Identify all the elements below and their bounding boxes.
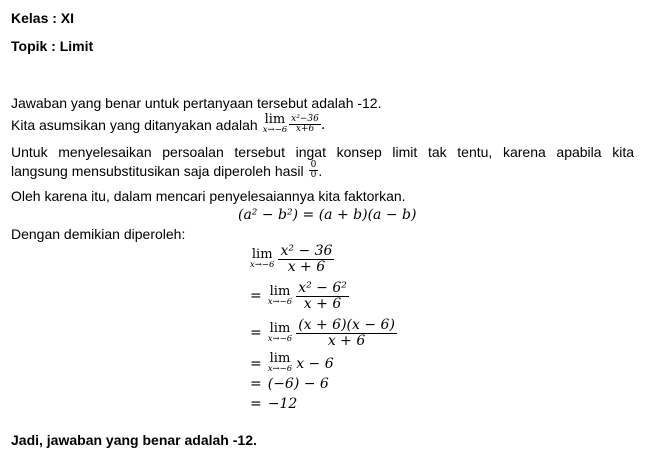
- derivation-intro: Dengan demikian diperoleh:: [11, 226, 186, 242]
- question-limit: lim x→−6 $\frac{\text{x²−36}}{x+6}$ .: [262, 112, 326, 135]
- substitution-text: langsung mensubstitusikan saja diperoleh hasil: [11, 162, 304, 179]
- assumption-text: Kita asumsikan yang ditanyakan adalah: [11, 116, 258, 133]
- topic-label: Topik : Limit: [11, 38, 94, 54]
- step-1: lim x→−6 $\frac{\text{x² − 36}}{x + 6}$: [250, 243, 333, 275]
- lim-operator: lim x→−6: [267, 320, 293, 344]
- lim-operator: lim x→−6: [250, 246, 275, 270]
- conclusion: Jadi, jawaban yang benar adalah -12.: [11, 432, 257, 448]
- step-4: = lim x→−6 x − 6: [250, 351, 334, 374]
- step-5: = (−6) − 6: [250, 376, 329, 392]
- difference-of-squares: (a² − b²) = (a + b)(a − b): [238, 207, 417, 223]
- lim-operator: lim x→−6: [267, 283, 293, 307]
- factor-note: Oleh karena itu, dalam mencari penyelesaiannya kita faktorkan.: [11, 188, 406, 204]
- class-label: Kelas : XI: [11, 10, 75, 26]
- step-2: = lim x→−6 $\frac{\text{x² − 6²}}{x + 6}$: [250, 280, 347, 312]
- answer-statement: Jawaban yang benar untuk pertanyaan tersebut adalah -12.: [11, 95, 382, 111]
- step-6: = −12: [250, 396, 298, 412]
- question-assumption: [11, 114, 325, 135]
- question-fraction: $\frac{\text{x²−36}}{x+6}$: [291, 113, 319, 134]
- zero-over-zero: $\frac{0}{0}$: [310, 160, 317, 181]
- lim-operator: lim x→−6: [262, 112, 288, 135]
- lim-operator: lim x→−6: [267, 351, 293, 374]
- substitution-line: langsung mensubstitusikan saja diperoleh hasil $\frac{0}{0}$ .: [11, 160, 323, 181]
- step-3: = lim x→−6 $\frac{(x + 6)(x - 6)}{x + 6}$: [250, 317, 395, 349]
- indeterminate-note: Untuk menyelesaikan persoalan tersebut ingat konsep limit tak tentu, karena apabila kita: [11, 144, 634, 160]
